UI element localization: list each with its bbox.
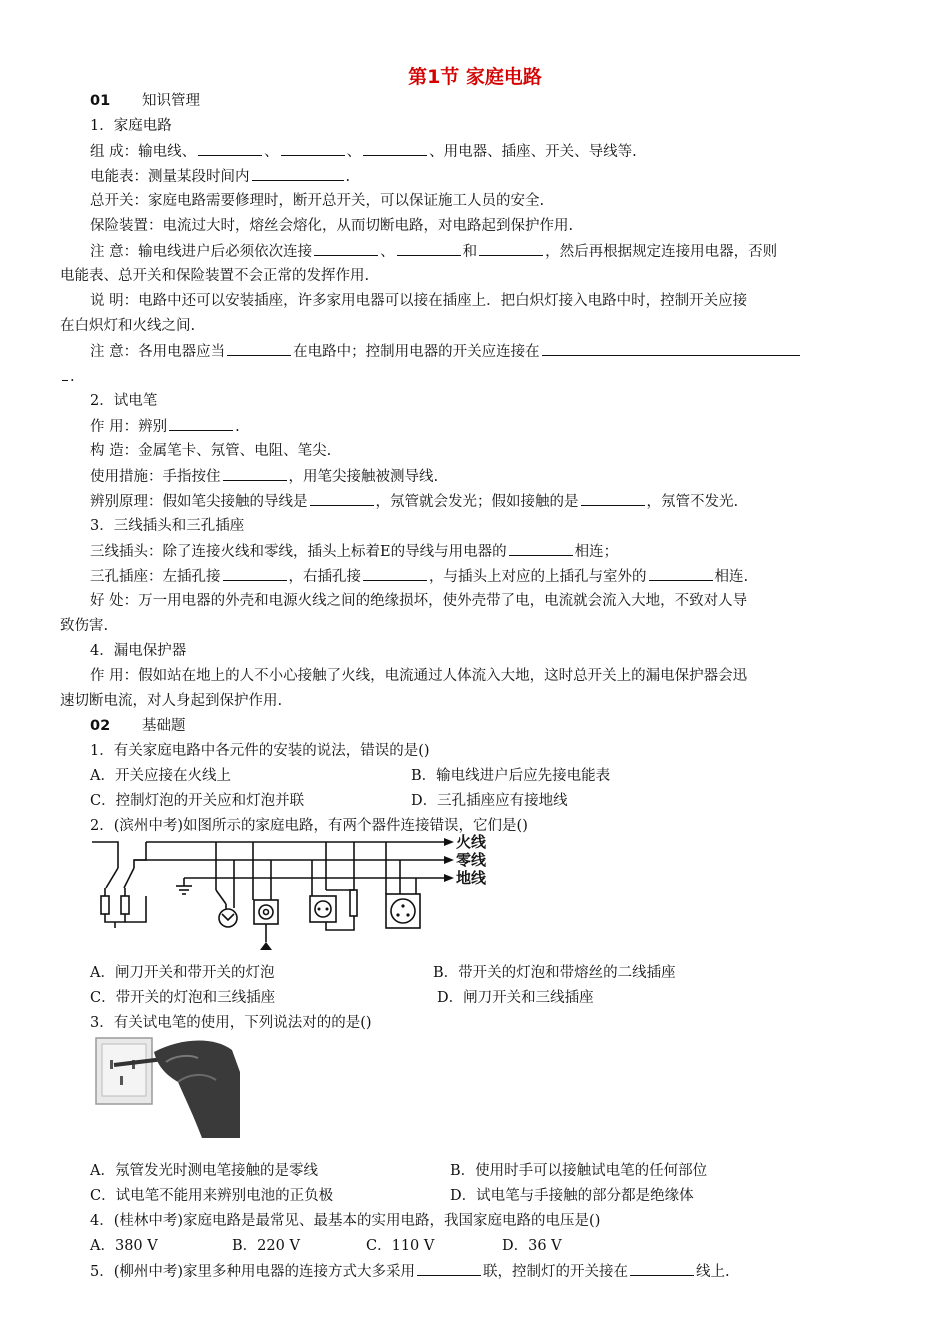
k1-shuoming: 说 明：电路中还可以安装插座，许多家用电器可以接在插座上．把白炽灯接入电路中时，控制开关应接 (90, 293, 748, 309)
section-header-basic (90, 716, 186, 736)
text: 三线插头：除了连接火线和零线，插头上标着E的导线与用电器的 (90, 544, 507, 560)
text: 、 (346, 144, 362, 160)
text: 、用电器、插座、开关、导线等. (429, 144, 637, 160)
q4-option-b[interactable]: B．220 V (232, 1238, 300, 1254)
k1-shuoming-cont: 在白炽灯和火线之间. (60, 318, 196, 334)
q3-option-b[interactable]: B．使用时手可以接触试电笔的任何部位 (450, 1163, 708, 1179)
answer-blank[interactable] (169, 416, 233, 431)
text: ，然后再根据规定连接用电器，否则 (545, 244, 778, 260)
q3-option-d[interactable]: D．试电笔与手接触的部分都是绝缘体 (450, 1188, 694, 1204)
answer-blank[interactable] (542, 341, 800, 356)
k4-heading: 4．漏电保护器 (90, 643, 187, 659)
text: . (345, 169, 351, 185)
k3-chazuo (90, 566, 748, 587)
answer-blank[interactable] (310, 491, 374, 506)
text: 相连. (714, 569, 749, 585)
q5-stem (90, 1261, 730, 1282)
q3-stem: 3．有关试电笔的使用，下列说法对的的是() (90, 1015, 372, 1031)
k2-shiyong (90, 466, 438, 487)
answer-blank[interactable] (198, 141, 262, 156)
answer-blank[interactable] (509, 541, 573, 556)
text: 注 意：各用电器应当 (90, 344, 226, 360)
k1-dianneng (90, 166, 350, 187)
answer-blank[interactable] (363, 566, 427, 581)
answer-blank[interactable] (252, 166, 344, 181)
section-number: 01 (90, 93, 111, 109)
text: 、 (264, 144, 279, 160)
k4-zuoyong: 作 用：假如站在地上的人不小心接触了火线，电流通过人体流入大地，这时总开关上的漏电保护器会迅 (90, 668, 748, 684)
section-label: 基础题 (142, 718, 186, 734)
section-header-knowledge (90, 91, 200, 111)
k3-haochu: 好 处：万一用电器的外壳和电源火线之间的绝缘损坏，使外壳带了电，电流就会流入大地，不致对人导 (90, 593, 748, 609)
q4-option-a[interactable]: A．380 V (90, 1238, 158, 1254)
q2-option-b[interactable]: B．带开关的灯泡和带熔丝的二线插座 (433, 965, 676, 981)
page-title: 第1节 家庭电路 (408, 66, 542, 88)
answer-blank[interactable] (479, 241, 543, 256)
answer-blank[interactable] (314, 241, 378, 256)
answer-blank[interactable] (417, 1261, 481, 1276)
answer-blank[interactable] (227, 341, 291, 356)
text: 使用措施：手指按住 (90, 469, 221, 485)
text: 联，控制灯的开关接在 (483, 1264, 629, 1280)
q1-stem: 1．有关家庭电路中各元件的安装的说法，错误的是() (90, 743, 430, 759)
answer-blank[interactable] (363, 141, 427, 156)
q2-option-a[interactable]: A．闸刀开关和带开关的灯泡 (90, 965, 275, 981)
q2-option-d[interactable]: D．闸刀开关和三线插座 (437, 990, 594, 1006)
k4-zuoyong-cont: 速切断电流，对人身起到保护作用. (60, 693, 283, 709)
text: 组 成：输电线、 (90, 144, 197, 160)
k1-zhuyi1 (90, 241, 777, 262)
q4-option-d[interactable]: D．36 V (502, 1238, 562, 1254)
text: 辨别原理：假如笔尖接触的导线是 (90, 494, 308, 510)
text: 电能表：测量某段时间内 (90, 169, 250, 185)
k3-heading: 3．三线插头和三孔插座 (90, 518, 245, 534)
answer-blank[interactable] (223, 566, 287, 581)
k1-zhuyi2-cont (60, 366, 75, 387)
k1-zhuyi2 (90, 341, 802, 362)
k1-baoxian: 保险装置：电流过大时，熔丝会熔化，从而切断电路，对电路起到保护作用. (90, 218, 574, 234)
answer-blank[interactable] (281, 141, 345, 156)
k2-gouzao: 构 造：金属笔卡、氖管、电阻、笔尖. (90, 443, 332, 459)
k1-heading: 1．家庭电路 (90, 118, 172, 134)
q1-option-b[interactable]: B．输电线进户后应先接电能表 (411, 768, 611, 784)
answer-blank[interactable] (62, 366, 68, 381)
q2-stem: 2．(滨州中考)如图所示的家庭电路，有两个器件连接错误，它们是() (90, 818, 528, 834)
k3-haochu-cont: 致伤害. (60, 618, 109, 634)
text: 三孔插座：左插孔接 (90, 569, 221, 585)
text: 在电路中；控制用电器的开关应连接在 (293, 344, 540, 360)
q1-option-d[interactable]: D．三孔插座应有接地线 (411, 793, 568, 809)
text: ，氖管不发光. (646, 494, 739, 510)
k2-heading: 2．试电笔 (90, 393, 158, 409)
answer-blank[interactable] (649, 566, 713, 581)
q1-option-c[interactable]: C．控制灯泡的开关应和灯泡并联 (90, 793, 305, 809)
q1-option-a[interactable]: A．开关应接在火线上 (90, 768, 231, 784)
q4-option-c[interactable]: C．110 V (366, 1238, 435, 1254)
k1-zucheng (90, 141, 637, 162)
k2-bianbie (90, 491, 738, 512)
q3-option-a[interactable]: A．氖管发光时测电笔接触的是零线 (90, 1163, 318, 1179)
section-number: 02 (90, 718, 111, 734)
text: 相连； (574, 544, 619, 560)
test-pen-photo (92, 1032, 240, 1138)
k2-zuoyong (90, 416, 240, 437)
neutral-label: 零线 (456, 851, 487, 869)
text: 、 (380, 244, 395, 260)
text: ，与插头上对应的上插孔与室外的 (429, 569, 647, 585)
live-label: 火线 (456, 833, 487, 851)
circuit-diagram (88, 830, 498, 956)
k1-zongkaiguan: 总开关：家庭电路需要修理时，断开总开关，可以保证施工人员的安全. (90, 193, 545, 209)
answer-blank[interactable] (581, 491, 645, 506)
bulb-icon (219, 909, 237, 927)
k1-zhuyi1-cont: 电能表、总开关和保险装置不会正常的发挥作用. (60, 268, 370, 284)
text: 线上. (696, 1264, 730, 1280)
text: 和 (462, 244, 478, 260)
q2-option-c[interactable]: C．带开关的灯泡和三线插座 (90, 990, 276, 1006)
text: ，氖管就会发光；假如接触的是 (375, 494, 579, 510)
answer-blank[interactable] (630, 1261, 694, 1276)
text: . (70, 369, 75, 385)
text: . (235, 419, 240, 435)
text: 注 意：输电线进户后必须依次连接 (90, 244, 313, 260)
answer-blank[interactable] (223, 466, 287, 481)
text: ，用笔尖接触被测导线. (288, 469, 439, 485)
ground-label: 地线 (456, 869, 487, 887)
k3-chatou (90, 541, 618, 562)
answer-blank[interactable] (397, 241, 461, 256)
section-label: 知识管理 (142, 93, 200, 109)
text: 作 用：辨别 (90, 419, 168, 435)
q3-option-c[interactable]: C．试电笔不能用来辨别电池的正负极 (90, 1188, 334, 1204)
q4-stem: 4．(桂林中考)家庭电路是最常见、最基本的实用电路，我国家庭电路的电压是() (90, 1213, 601, 1229)
text: ，右插孔接 (288, 569, 361, 585)
fuse-icon (350, 890, 357, 916)
text: 5．(柳州中考)家里多种用电器的连接方式大多采用 (90, 1264, 416, 1280)
